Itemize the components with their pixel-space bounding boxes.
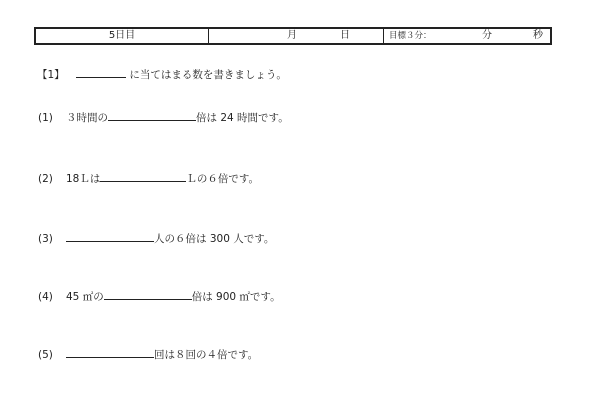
problem-text-after: 回は８回の４倍です。 — [154, 349, 259, 361]
answer-blank[interactable] — [66, 346, 154, 358]
header-table — [34, 27, 552, 45]
problem-text-before: 45 ㎡の — [66, 291, 104, 303]
instruction-blank — [76, 66, 126, 78]
problem-number: (5) — [38, 349, 53, 361]
minutes-label: 分 — [482, 30, 492, 41]
day-cell — [36, 29, 209, 43]
goal-label: 目標３分： — [389, 31, 432, 41]
instruction-number: 【1】 — [37, 69, 65, 81]
problem-4 — [38, 288, 281, 304]
problem-1 — [38, 109, 289, 125]
goal-cell — [384, 29, 550, 43]
problem-number: (3) — [38, 233, 53, 245]
problem-text-after: 倍は 900 ㎡です。 — [191, 291, 281, 303]
problem-number: (1) — [38, 112, 53, 124]
day-label: 5日目 — [108, 30, 136, 41]
date-cell — [209, 29, 384, 43]
problem-number: (4) — [38, 291, 53, 303]
answer-blank[interactable] — [108, 109, 196, 121]
answer-blank[interactable] — [104, 288, 192, 300]
problem-text-after: 人の６倍は 300 人です。 — [154, 233, 275, 245]
problem-text-before: 18Ｌは — [66, 173, 101, 185]
date-label: 日 — [340, 30, 350, 41]
problem-number: (2) — [38, 173, 53, 185]
problem-3 — [38, 230, 274, 246]
seconds-label: 秒 — [533, 30, 543, 41]
instruction-text: に当てはまる数を書きましょう。 — [129, 69, 287, 81]
answer-blank[interactable] — [66, 230, 154, 242]
instruction — [37, 66, 287, 82]
problem-text-after: Ｌの６倍です。 — [186, 173, 260, 185]
problem-text-after: 倍は 24 時間です。 — [196, 112, 289, 124]
problem-5 — [38, 346, 258, 362]
answer-blank[interactable] — [100, 170, 186, 182]
month-label: 月 — [287, 30, 297, 41]
problem-text-before: ３時間の — [66, 112, 108, 124]
problem-2 — [38, 170, 259, 186]
